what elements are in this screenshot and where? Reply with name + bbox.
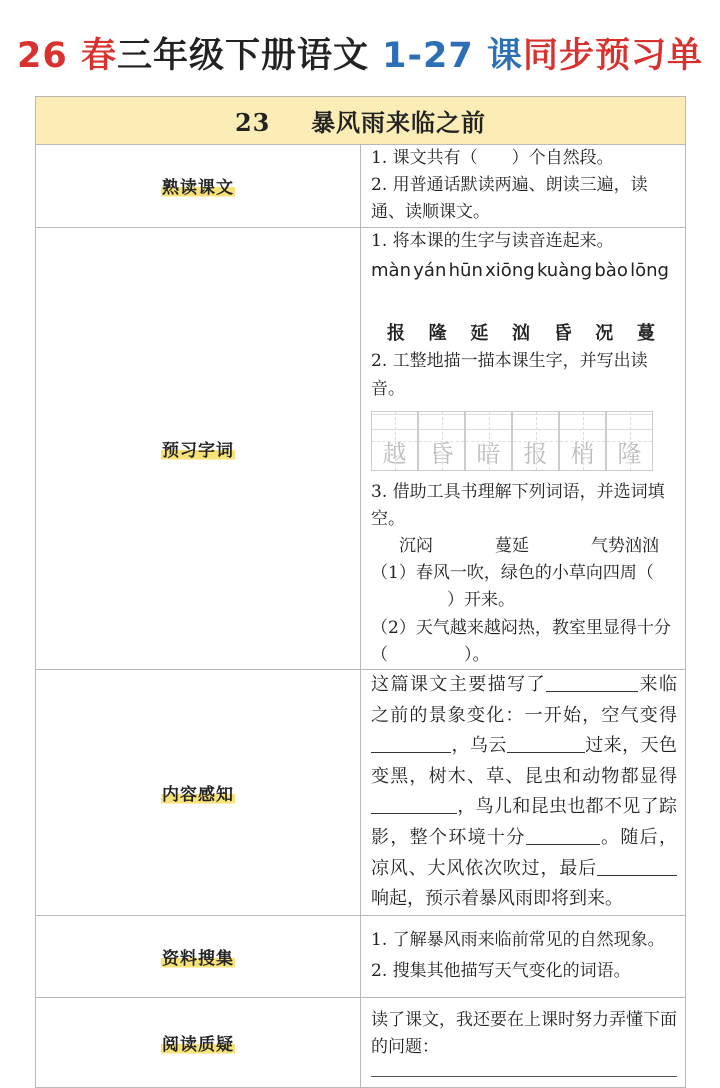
content-blank[interactable] <box>546 673 638 692</box>
preview-task-1: 1. 将本课的生字与读音连起来。 <box>371 230 614 251</box>
title-range: 1-27 <box>382 36 474 76</box>
character-item: 报 <box>387 322 405 344</box>
title-season: 春 <box>80 36 117 76</box>
word-item: 沉闷 <box>399 536 433 557</box>
reading-item: 2. 用普通话默读两遍、朗读三遍，读通、读顺课文。 <box>371 175 648 223</box>
content-blank[interactable] <box>371 795 457 814</box>
fill-sentence-1: （1）春风一吹，绿色的小草向四周（）开来。 <box>371 563 654 611</box>
content-blank[interactable] <box>507 734 585 753</box>
character-item: 况 <box>595 322 614 344</box>
character-row <box>371 320 677 349</box>
title-grade: 三年级下册语文 <box>116 36 369 76</box>
word-bank <box>371 533 677 560</box>
section-label-reading: 熟读课文 <box>36 145 361 228</box>
pinyin-item: hūn <box>448 259 483 281</box>
pinyin-item: kuàng <box>536 259 593 281</box>
character-item: 延 <box>470 322 489 344</box>
section-preview <box>361 227 686 669</box>
lesson-title: 暴风雨来临之前 <box>311 108 487 137</box>
word-item: 蔓延 <box>495 536 529 557</box>
content-blank[interactable] <box>526 826 600 845</box>
tracing-box[interactable]: 暗 <box>465 411 512 471</box>
section-question <box>361 997 686 1087</box>
pinyin-row <box>371 257 677 286</box>
title-number: 26 <box>17 36 68 76</box>
character-item: 昏 <box>553 322 572 344</box>
section-reading <box>361 145 686 228</box>
question-prompt: 读了课文，我还要在上课时努力弄懂下面的问题： <box>371 1010 677 1058</box>
tracing-box[interactable]: 梢 <box>559 411 606 471</box>
preview-task-3: 3. 借助工具书理解下列词语，并选词填空。 <box>371 481 665 529</box>
answer-line[interactable] <box>371 1075 677 1077</box>
content-blank[interactable] <box>371 734 451 753</box>
tracing-box[interactable]: 报 <box>512 411 559 471</box>
research-item: 2. 搜集其他描写天气变化的词语。 <box>371 961 631 982</box>
tracing-grid <box>371 411 677 471</box>
section-label-preview: 预习字词 <box>36 227 361 669</box>
content-blank[interactable] <box>597 857 677 876</box>
character-item: 隆 <box>428 322 447 344</box>
lesson-number: 23 <box>234 108 271 137</box>
fill-sentence-2: （2）天气越来越闷热，教室里显得十分（ ）。 <box>371 617 671 665</box>
pinyin-item: lōng <box>630 259 669 281</box>
content-paragraph: 这篇课文主要描写了 来临之前的景象变化：一开始，空气变得，乌云 过来，天色变黑，树木、草、昆虫和动物都显得，鸟儿和昆虫也都不见了踪影，整个环境十分 。随后，凉风、大风依次吹过，最后响起，预示着暴风雨即将到来。 <box>371 674 678 910</box>
title-ke: 课 <box>486 36 523 76</box>
section-content <box>361 670 686 916</box>
reading-item: 1. 课文共有（ ）个自然段。 <box>371 148 614 168</box>
research-item: 1. 了解暴风雨来临前常见的自然现象。 <box>371 929 665 950</box>
pinyin-item: bào <box>594 259 628 281</box>
section-label-research: 资料搜集 <box>36 915 361 997</box>
tracing-box[interactable]: 隆 <box>606 411 653 471</box>
title-end: 同步预习单 <box>522 36 703 76</box>
lesson-header <box>36 97 686 145</box>
character-item: 汹 <box>511 322 530 344</box>
page-title <box>0 28 720 78</box>
tracing-box[interactable]: 越 <box>371 411 418 471</box>
word-item: 气势汹汹 <box>591 536 659 557</box>
section-research <box>361 915 686 997</box>
pinyin-item: màn <box>371 259 411 281</box>
section-label-content: 内容感知 <box>36 670 361 916</box>
pinyin-item: yán <box>413 259 447 281</box>
section-label-question: 阅读质疑 <box>36 997 361 1087</box>
character-item: 蔓 <box>636 322 655 344</box>
tracing-box[interactable]: 昏 <box>418 411 465 471</box>
preview-task-2: 2. 工整地描一描本课生字，并写出读音。 <box>371 351 648 399</box>
worksheet-table <box>35 96 686 1088</box>
pinyin-item: xiōng <box>485 259 535 281</box>
